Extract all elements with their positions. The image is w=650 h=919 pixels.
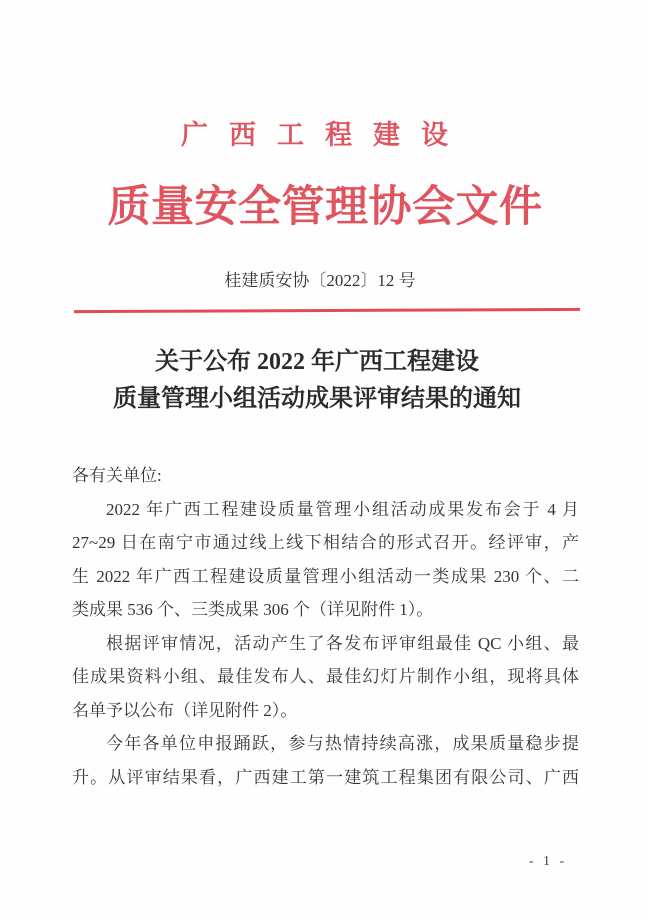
- document-body: [72, 459, 579, 794]
- title-line2: 质量管理小组活动成果评审结果的通知: [113, 386, 521, 412]
- body-line: 类成果 536 个、三类成果 306 个（详见附件 1）。: [72, 600, 434, 619]
- body-line: 27~29 日在南宁市通过线上线下相结合的形式召开。经评审，产: [72, 533, 579, 552]
- body-line: 佳成果资料小组、最佳发布人、最佳幻灯片制作小组，现将具体: [72, 667, 579, 686]
- document-number: 桂建质安协〔2022〕12 号: [224, 271, 416, 290]
- body-line: 生 2022 年广西工程建设质量管理小组活动一类成果 230 个、二: [72, 566, 579, 586]
- body-paragraph-lines: [72, 493, 579, 795]
- body-line: 升。从评审结果看，广西建工第一建筑工程集团有限公司、广西: [72, 767, 579, 787]
- salutation: 各有关单位:: [72, 466, 162, 485]
- body-line: 2022 年广西工程建设质量管理小组活动成果发布会于 4 月: [106, 499, 579, 519]
- document-title: [0, 344, 642, 418]
- red-divider-line: [74, 308, 580, 313]
- title-line1: 关于公布 2022 年广西工程建设: [155, 349, 479, 375]
- org-name-line2: 质量安全管理协会文件: [107, 184, 543, 231]
- body-line: 名单予以公布（详见附件 2）。: [72, 700, 298, 720]
- org-name-line1: 广西工程建设: [181, 120, 469, 150]
- body-line: 根据评审情况，活动产生了各发布评审组最佳 QC 小组、最: [106, 633, 579, 653]
- body-line: 今年各单位申报踊跃，参与热情持续高涨，成果质量稳步提: [106, 734, 579, 753]
- page-number: - 1 -: [528, 854, 568, 869]
